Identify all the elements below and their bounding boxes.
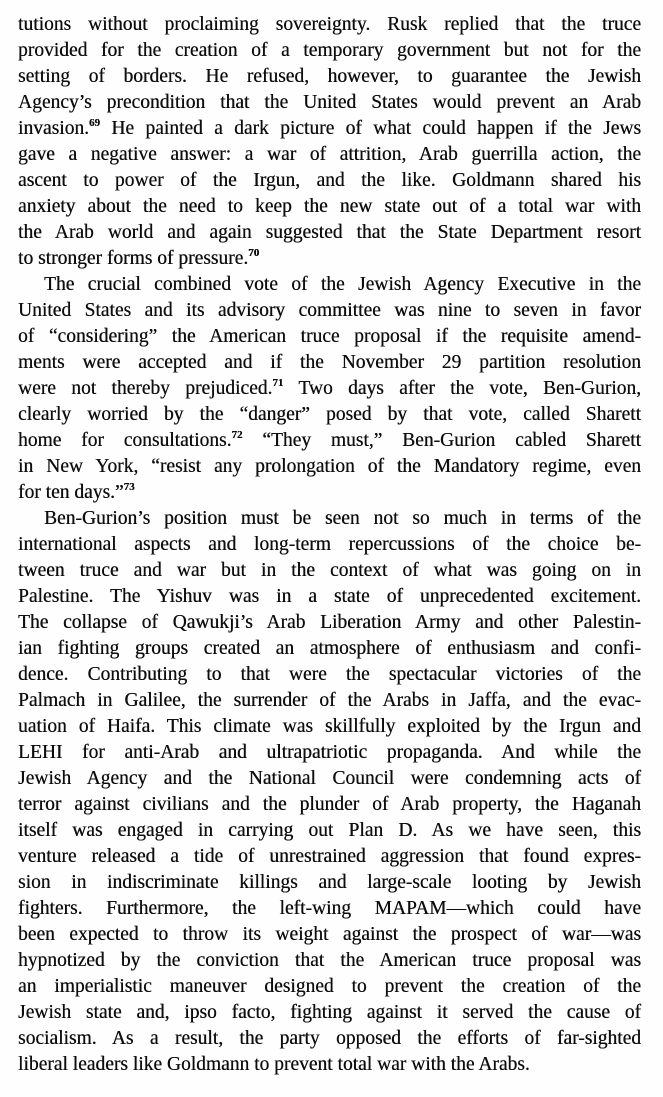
text-line: clearly worried by the “danger” posed by that vote, called Sharett	[18, 404, 641, 425]
text-line: Palmach in Galilee, the surrender of the Arabs in Jaffa, and the evac-	[18, 690, 641, 711]
text-line: gave a negative answer: a war of attrition, Arab guerrilla action, the	[18, 144, 641, 165]
footnote-ref: 72	[231, 428, 243, 441]
text-line: LEHI for anti-Arab and ultrapatriotic propaganda. And while the	[18, 742, 641, 763]
text-line: dence. Contributing to that were the spectacular victories of the	[18, 664, 641, 685]
text-line: international aspects and long-term repercussions of the choice be-	[18, 534, 641, 555]
footnote-ref: 70	[248, 246, 260, 259]
text-line: setting of borders. He refused, however, to guarantee the Jewish	[18, 66, 641, 87]
text-line: The collapse of Qawukji’s Arab Liberation Army and other Palestin-	[18, 612, 641, 633]
text-line: to stronger forms of pressure.$^{70}$	[18, 246, 260, 269]
text-line: sion in indiscriminate killings and large-scale looting by Jewish	[18, 872, 641, 893]
text-line: of “considering” the American truce proposal if the requisite amend-	[18, 326, 641, 347]
text-line: Jewish state and, ipso facto, fighting against it served the cause of	[18, 1002, 641, 1023]
text-line: been expected to throw its weight against the prospect of war—was	[18, 924, 641, 945]
text-line: Jewish Agency and the National Council were condemning acts of	[18, 768, 641, 789]
text-line: in New York, “resist any prolongation of the Mandatory regime, even	[18, 456, 641, 477]
paragraph	[18, 272, 641, 506]
text-line: the Arab world and again suggested that the State Department resort	[18, 222, 641, 243]
text-line: an imperialistic maneuver designed to prevent the creation of the	[18, 976, 641, 997]
text-line: itself was engaged in carrying out Plan D. As we have seen, this	[18, 820, 641, 841]
text-line: ments were accepted and if the November 29 partition resolution	[18, 352, 641, 373]
footnote-ref: 73	[123, 480, 135, 493]
text-line: United States and its advisory committee was nine to seven in favor	[18, 300, 641, 321]
paragraph	[18, 12, 641, 272]
text-line: Agency’s precondition that the United States would prevent an Arab	[18, 92, 641, 113]
text-line: ascent to power of the Irgun, and the like. Goldmann shared his	[18, 170, 641, 191]
text-line: hypnotized by the conviction that the American truce proposal was	[18, 950, 641, 971]
text-line: liberal leaders like Goldmann to prevent total war with the Arabs.	[18, 1054, 530, 1075]
text-line: tutions without proclaiming sovereignty. Rusk replied that the truce	[18, 14, 641, 35]
text-line: socialism. As a result, the party opposed the efforts of far-sighted	[18, 1028, 641, 1049]
text-line: invasion.$^{69}$ He painted a dark picture of what could happen if the Jews	[18, 116, 641, 139]
text-line: venture released a tide of unrestrained aggression that found expres-	[18, 846, 641, 867]
text-line: anxiety about the need to keep the new state out of a total war with	[18, 196, 641, 217]
text-line: The crucial combined vote of the Jewish Agency Executive in the	[44, 274, 641, 295]
text-line: ian fighting groups created an atmosphere of enthusiasm and confi-	[18, 638, 641, 659]
footnote-ref: 69	[88, 116, 100, 129]
text-line: fighters. Furthermore, the left-wing MAPAM—which could have	[18, 898, 641, 919]
footnote-ref: 71	[272, 376, 284, 389]
text-line: Ben-Gurion’s position must be seen not so much in terms of the	[44, 508, 641, 529]
paragraph	[18, 506, 641, 1078]
text-line: tween truce and war but in the context of what was going on in	[18, 560, 641, 581]
text-line: home for consultations.$^{72}$ “They must,” Ben-Gurion cabled Sharett	[18, 428, 641, 451]
text-line: for ten days.”$^{73}$	[18, 480, 135, 503]
text-line: were not thereby prejudiced.$^{71}$ Two days after the vote, Ben-Gurion,	[18, 376, 641, 399]
text-line: uation of Haifa. This climate was skillfully exploited by the Irgun and	[18, 716, 641, 737]
text-line: terror against civilians and the plunder of Arab property, the Haganah	[18, 794, 641, 815]
text-line: provided for the creation of a temporary government but not for the	[18, 40, 641, 61]
text-line: Palestine. The Yishuv was in a state of unprecedented excitement.	[18, 586, 641, 607]
